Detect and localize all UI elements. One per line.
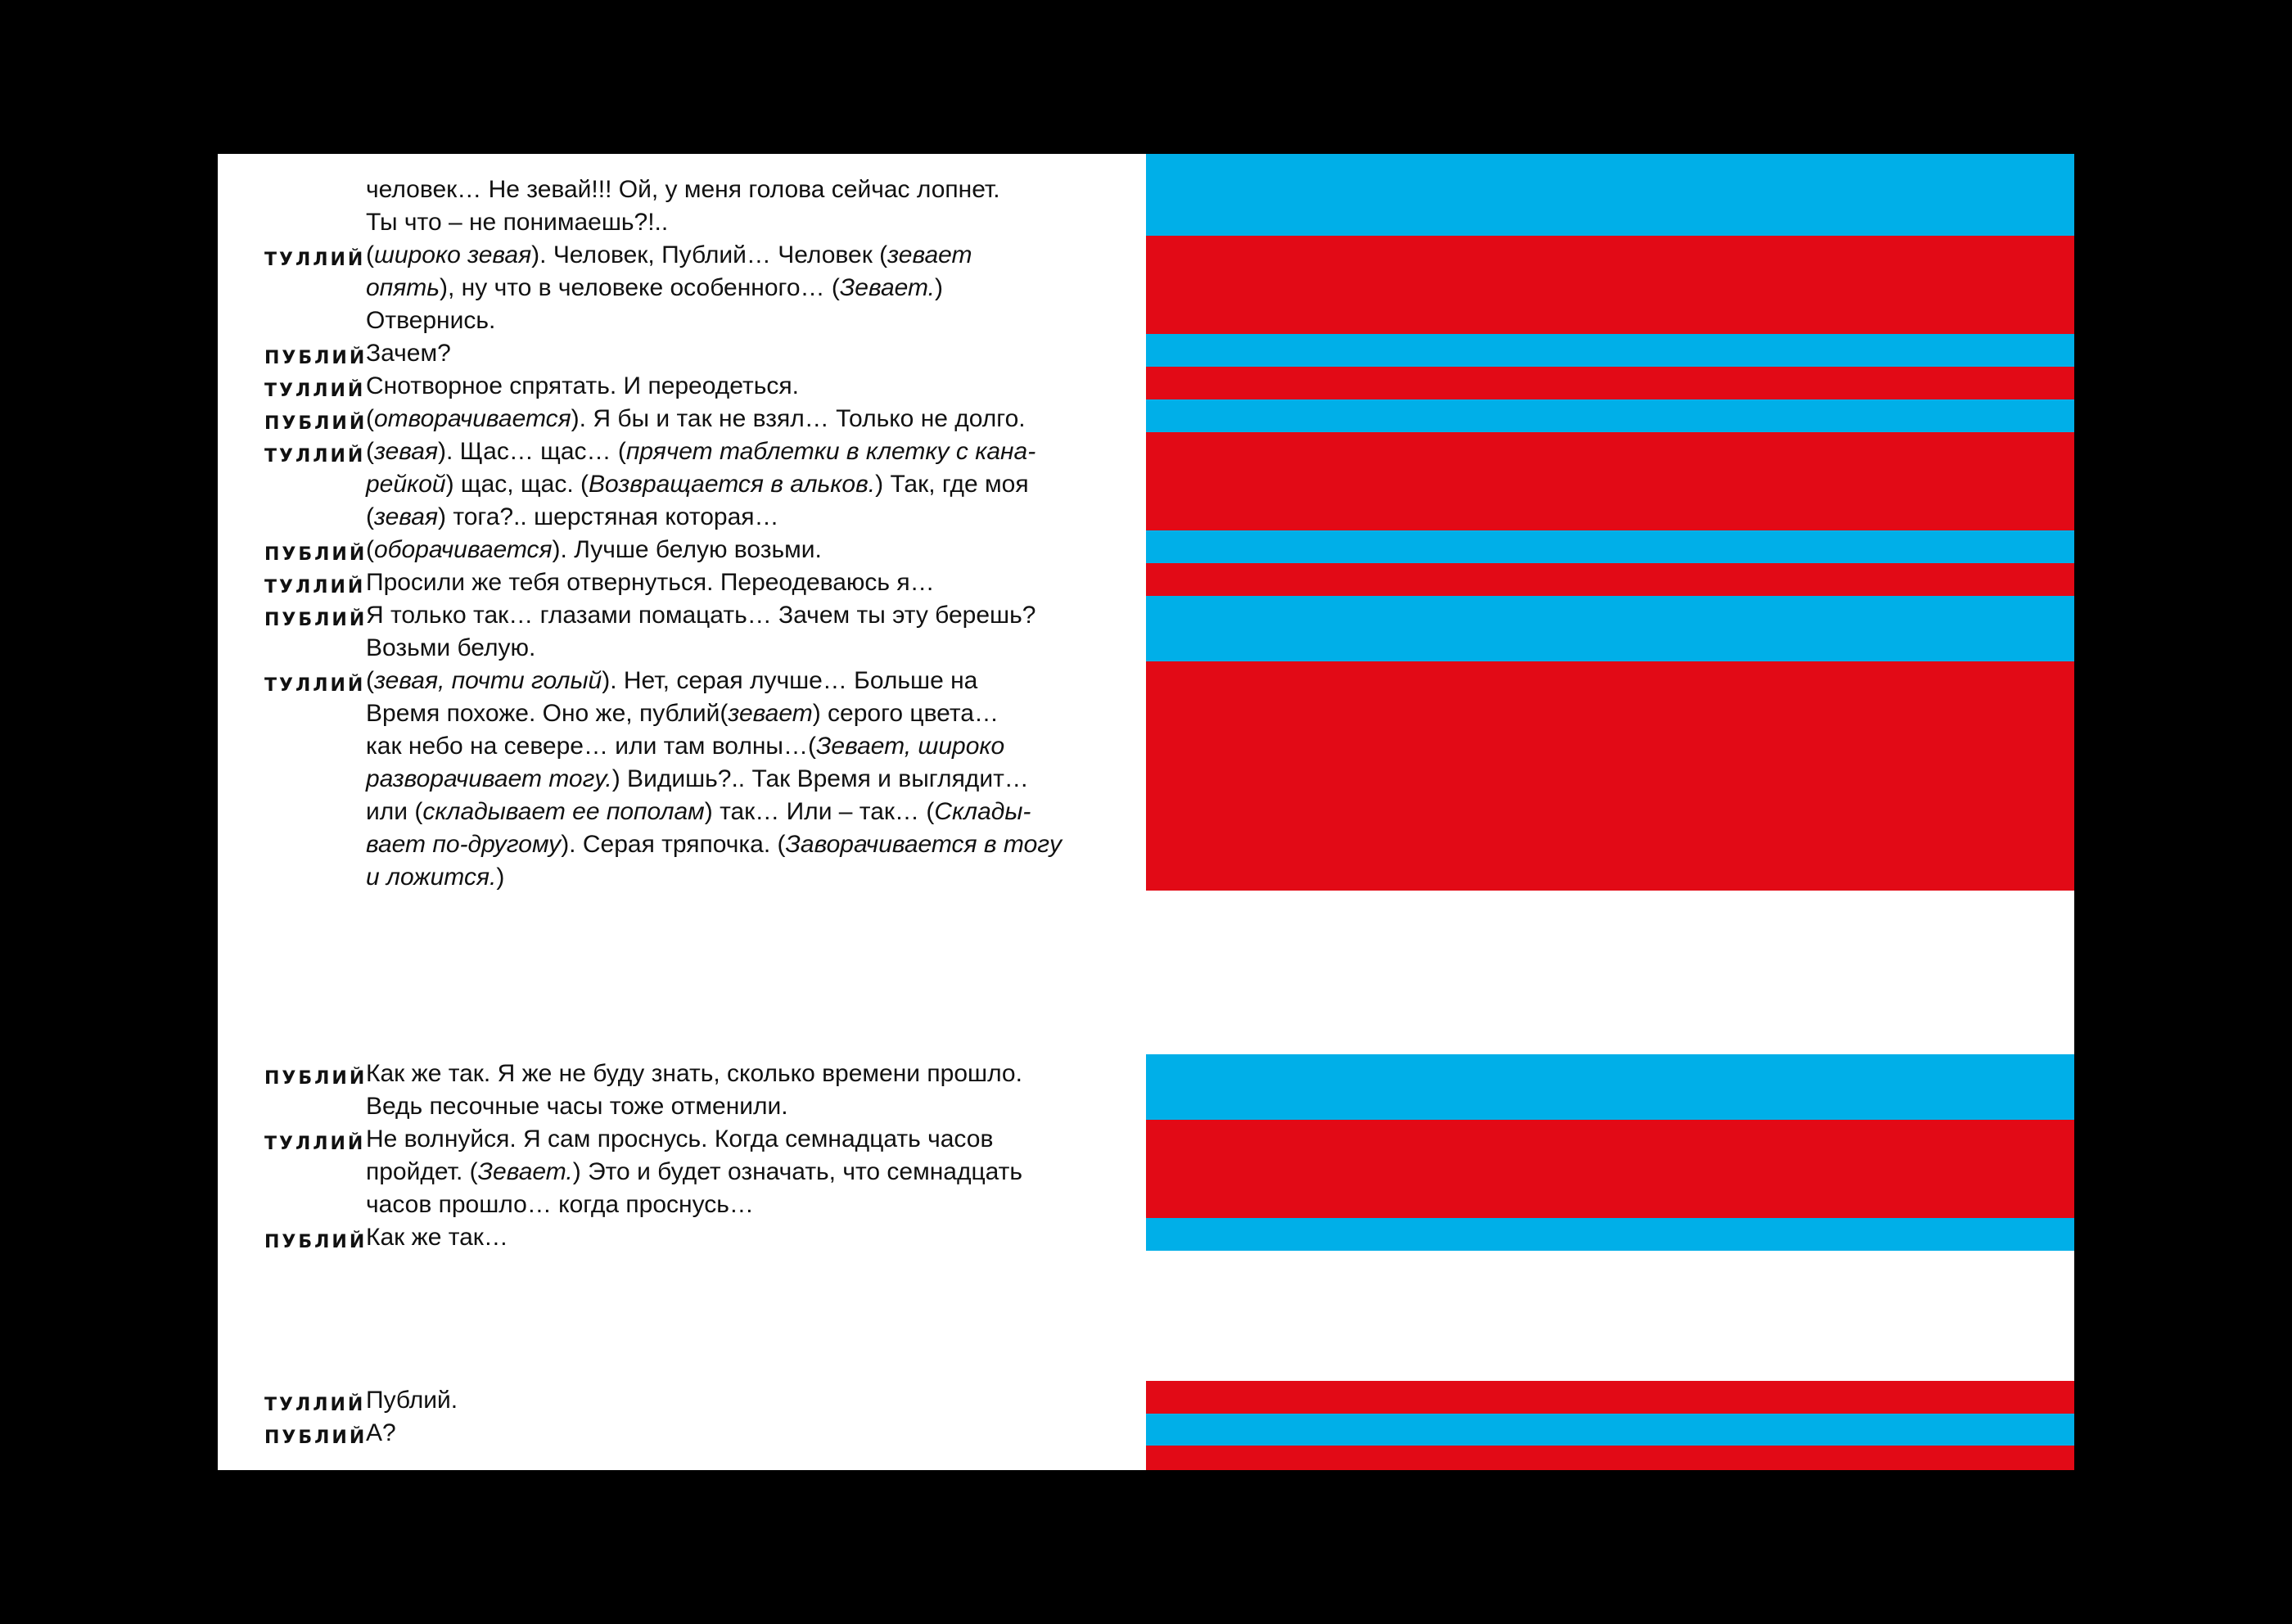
red-stripe (1146, 563, 2074, 596)
speech-text: ) серого цвета… (812, 700, 999, 727)
speaker-name: ПУБЛИЙ (264, 1428, 368, 1448)
speaker-name: ПУБЛИЙ (264, 413, 368, 434)
stage-direction: вает по-другому (366, 831, 562, 858)
stage-direction: зевая, почти голый (374, 667, 602, 694)
speaker-name: ПУБЛИЙ (264, 1068, 368, 1089)
speech-text: А? (366, 1419, 396, 1446)
text-line (366, 370, 799, 403)
speech-text: ( (366, 536, 374, 563)
dialogue-page (218, 154, 1146, 1470)
speaker-name: ТУЛЛИЙ (264, 675, 366, 696)
speech-text: ) Так, где моя (875, 471, 1029, 498)
speech-text: ). Лучше белую возьми. (552, 536, 822, 563)
text-line (366, 468, 1029, 501)
speech-text: Отвернись. (366, 307, 496, 334)
speech-text: ). Серая тряпочка. ( (561, 831, 786, 858)
text-line (366, 1221, 508, 1254)
speech-text: Не волнуйся. Я сам проснусь. Когда семнадцать часов (366, 1126, 994, 1153)
speaker-name: ПУБЛИЙ (264, 348, 368, 368)
speech-text: ). Человек, Публий… Человек ( (531, 241, 888, 268)
stage-direction: зевает (887, 241, 972, 268)
speaker-name: ТУЛЛИЙ (264, 1134, 366, 1154)
red-stripe (1146, 367, 2074, 399)
speech-text: или ( (366, 798, 423, 825)
stage-direction: разворачивает тогу. (366, 765, 612, 792)
speech-text: ) Это и будет означать, что семнадцать (572, 1158, 1023, 1185)
speech-text: как небо на севере… или там волны…( (366, 733, 816, 760)
text-line (366, 239, 972, 272)
speech-text: ) (934, 274, 943, 301)
speaker-name: ТУЛЛИЙ (264, 446, 366, 467)
red-stripe (1146, 1381, 2074, 1414)
text-line (366, 403, 1026, 435)
stage-direction: прячет таблетки в клетку с кана- (625, 438, 1036, 465)
speech-text: ). Нет, серая лучше… Больше на (602, 667, 978, 694)
speech-text: часов прошло… когда проснусь… (366, 1191, 754, 1218)
red-stripe (1146, 1120, 2074, 1218)
stage-direction: оборачивается (374, 536, 553, 563)
red-stripe (1146, 661, 2074, 891)
speech-text: Просили же тебя отвернуться. Переодеваюсь я… (366, 569, 935, 596)
stage-direction: зевает (728, 700, 813, 727)
stage-direction: зевая (374, 503, 439, 530)
speech-text: Публий. (366, 1387, 458, 1414)
speaker-name: ТУЛЛИЙ (264, 577, 366, 598)
text-line (366, 1384, 458, 1417)
text-line (366, 1090, 788, 1123)
text-line (366, 1417, 396, 1450)
stage-direction: и ложится. (366, 864, 497, 891)
stage-direction: Склады- (934, 798, 1031, 825)
speech-text: ( (366, 503, 374, 530)
text-line (366, 1123, 993, 1156)
stage-direction: Возвращается в альков. (588, 471, 876, 498)
speech-text: Как же так… (366, 1224, 508, 1251)
speech-text: ) Видишь?.. Так Время и выглядит… (611, 765, 1029, 792)
speaker-name: ТУЛЛИЙ (264, 250, 366, 270)
text-line (366, 174, 1000, 206)
stage-direction: Заворачивается в тогу (785, 831, 1063, 858)
speech-text: Как же так. Я же не буду знать, сколько времени прошло. (366, 1060, 1022, 1087)
speech-text: ( (366, 405, 374, 432)
text-line (366, 1189, 754, 1221)
speaker-name: ТУЛЛИЙ (264, 1395, 366, 1415)
text-line (366, 599, 1035, 632)
speech-text: пройдет. ( (366, 1158, 478, 1185)
speaker-name: ПУБЛИЙ (264, 1232, 368, 1252)
red-stripe (1146, 432, 2074, 530)
speech-text: Ведь песочные часы тоже отменили. (366, 1093, 788, 1120)
text-line (366, 1058, 1022, 1090)
stage-direction: Зевает. (839, 274, 935, 301)
stage-direction: широко зевая (374, 241, 532, 268)
speech-text: ( (366, 438, 374, 465)
text-line (366, 206, 668, 239)
red-stripe (1146, 1446, 2074, 1470)
speech-text: человек… Не зевай!!! Ой, у меня голова сейчас лопнет. (366, 176, 1000, 203)
speech-text: ( (366, 241, 374, 268)
speech-text: Ты что – не понимаешь?!.. (366, 209, 669, 236)
speech-text: Возьми белую. (366, 634, 536, 661)
stage-direction: складывает ее пополам (422, 798, 705, 825)
blue-stripe (1146, 1414, 2074, 1446)
blue-stripe (1146, 334, 2074, 367)
blue-stripe (1146, 399, 2074, 432)
speaker-name: ПУБЛИЙ (264, 544, 368, 565)
speech-text: ) тога?.. шерстяная которая… (438, 503, 779, 530)
speaker-name: ПУБЛИЙ (264, 610, 368, 630)
book-spread (218, 154, 2074, 1470)
text-line (366, 665, 977, 697)
speech-text: ). Я бы и так не взял… Только не долго. (571, 405, 1026, 432)
text-line (366, 337, 451, 370)
speech-text: ) так… Или – так… ( (704, 798, 935, 825)
blue-stripe (1146, 596, 2074, 661)
text-line (366, 272, 943, 304)
speech-text: ) (496, 864, 505, 891)
stage-direction: отворачивается (374, 405, 571, 432)
stage-direction: опять (366, 274, 440, 301)
blue-stripe (1146, 1218, 2074, 1251)
speech-text: ), ну что в человеке особенного… ( (440, 274, 840, 301)
speech-text: ) щас, щас. ( (445, 471, 589, 498)
stage-direction: зевая (374, 438, 439, 465)
speech-text: Снотворное спрятать. И переодеться. (366, 372, 799, 399)
speech-text: Я только так… глазами помацать… Зачем ты эту берешь? (366, 602, 1036, 629)
text-line (366, 435, 1035, 468)
speech-text: ). Щас… щас… ( (438, 438, 626, 465)
stage-direction: рейкой (366, 471, 446, 498)
text-line (366, 697, 999, 730)
text-line (366, 861, 504, 894)
text-line (366, 730, 1004, 763)
text-line (366, 796, 1031, 828)
text-line (366, 632, 535, 665)
stage-direction: Зевает, широко (815, 733, 1005, 760)
speech-text: Зачем? (366, 340, 451, 367)
blue-stripe (1146, 1054, 2074, 1120)
text-line (366, 763, 1029, 796)
speech-text: Время похоже. Оно же, публий( (366, 700, 729, 727)
text-line (366, 304, 495, 337)
text-line (366, 501, 779, 534)
blue-stripe (1146, 530, 2074, 563)
speaker-name: ТУЛЛИЙ (264, 381, 366, 401)
red-stripe (1146, 236, 2074, 334)
text-line (366, 828, 1062, 861)
blue-stripe (1146, 154, 2074, 236)
text-line (366, 534, 822, 566)
speech-text: ( (366, 667, 374, 694)
text-line (366, 1156, 1022, 1189)
stripe-page (1146, 154, 2074, 1470)
text-line (366, 566, 935, 599)
stage-direction: Зевает. (477, 1158, 573, 1185)
